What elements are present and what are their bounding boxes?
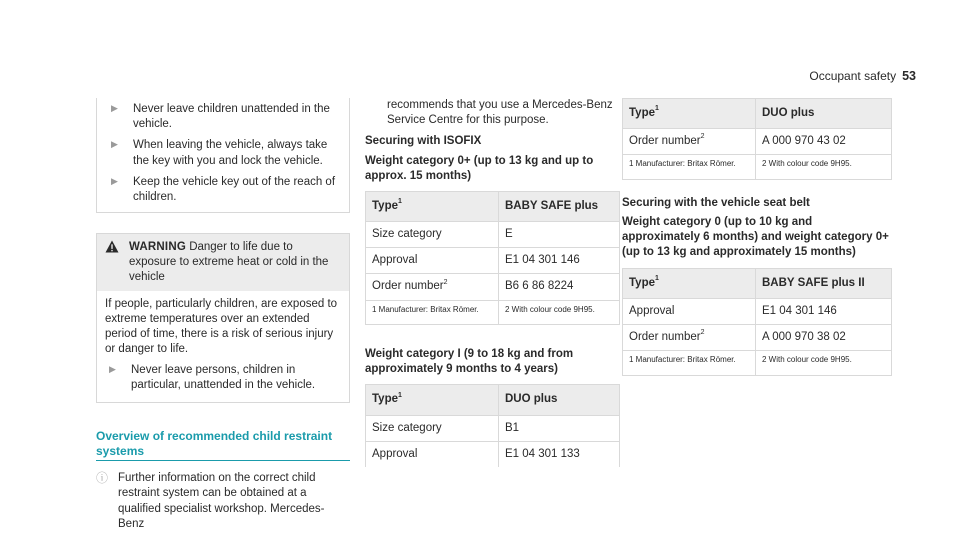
table-cell: E1 04 301 146: [756, 298, 892, 324]
table-cell: E1 04 301 133: [499, 441, 620, 467]
triangle-bullet-icon: ▶: [111, 175, 118, 186]
table-cell: A 000 970 38 02: [756, 324, 892, 350]
weight-category-heading: Weight category I (9 to 18 kg and from approximately 9 months to 4 years): [365, 348, 574, 376]
info-note: [96, 471, 350, 532]
table-row: [366, 248, 620, 274]
warning-triangle-icon: [105, 240, 129, 254]
table-cell: Size category: [366, 222, 499, 248]
table-header-row: [366, 385, 620, 415]
list-item: [107, 102, 349, 132]
triangle-bullet-icon: ▶: [111, 103, 118, 113]
table-header-cell: DUO plus: [499, 385, 620, 415]
triangle-bullet-icon: ▶: [109, 364, 116, 375]
table-row: [366, 222, 620, 248]
spec-table: [622, 98, 892, 180]
table-row: [623, 324, 892, 350]
column-right: [622, 98, 892, 376]
page-header: [809, 68, 916, 85]
paragraph: recommends that you use a Mercedes-Benz Service Centre for this purpose.: [387, 99, 613, 127]
weight-category-heading: Weight category 0 (up to 10 kg and approximately 6 months) and weight category 0+ (up to 13 kg and approximately 15 months): [622, 216, 889, 259]
footnote: 1 Manufacturer: Britax Römer.: [366, 300, 499, 325]
column-left: [96, 98, 350, 532]
table-header-cell: BABY SAFE plus: [499, 191, 620, 221]
table-header-cell: BABY SAFE plus II: [756, 268, 892, 298]
footnote: 1 Manufacturer: Britax Römer.: [623, 155, 756, 180]
list-item-text: Keep the vehicle key out of the reach of children.: [133, 175, 336, 203]
table-header-cell: DUO plus: [756, 99, 892, 129]
footnote: 2 With colour code 9H95.: [499, 300, 620, 325]
table-footnote-row: [623, 351, 892, 376]
table-row: [366, 415, 620, 441]
table-header-cell: Type$^1$: [623, 99, 756, 129]
footnote: 2 With colour code 9H95.: [756, 351, 892, 376]
spec-table: [365, 191, 620, 325]
spec-table: [622, 268, 892, 376]
info-circle-icon: ⓘ: [96, 471, 109, 486]
section-name: Occupant safety: [809, 69, 897, 83]
table-footnote-row: [366, 300, 620, 325]
table-cell: B6 6 86 8224: [499, 274, 620, 300]
table-cell: Approval: [366, 441, 499, 467]
footnote: 2 With colour code 9H95.: [756, 155, 892, 180]
seat-belt-heading: Securing with the vehicle seat belt: [622, 196, 810, 209]
table-header-row: [623, 99, 892, 129]
table-cell: Size category: [366, 415, 499, 441]
column-middle: [365, 98, 620, 467]
table-cell: E: [499, 222, 620, 248]
table-cell: Order number$^2$: [623, 324, 756, 350]
page-number: 53: [902, 69, 916, 83]
warning-box: [96, 233, 350, 403]
footnote: 1 Manufacturer: Britax Römer.: [623, 351, 756, 376]
warning-text: If people, particularly children, are exposed to extreme temperatures over an extended period of time, there is a risk of serious injury or danger to life.: [105, 297, 338, 356]
table-header-cell: Type$^1$: [623, 268, 756, 298]
spec-table: [365, 384, 620, 467]
table-cell: Approval: [366, 248, 499, 274]
table-row: [623, 129, 892, 155]
table-header-cell: Type$^1$: [366, 191, 499, 221]
triangle-bullet-icon: ▶: [111, 139, 118, 150]
table-footnote-row: [623, 155, 892, 180]
child-safety-bullets: [96, 98, 350, 213]
table-row: [623, 298, 892, 324]
table-header-row: [366, 191, 620, 221]
warning-header: [97, 234, 349, 291]
warning-label: WARNING: [129, 241, 186, 254]
section-heading: Overview of recommended child restraint systems: [96, 429, 350, 462]
list-item-text: Never leave children unattended in the vehicle.: [133, 103, 330, 131]
table-cell: B1: [499, 415, 620, 441]
list-item-text: Never leave persons, children in particular, unattended in the vehicle.: [131, 364, 316, 392]
table-header-row: [623, 268, 892, 298]
list-item: [107, 138, 349, 168]
table-cell: Order number$^2$: [623, 129, 756, 155]
table-header-cell: Type$^1$: [366, 385, 499, 415]
weight-category-heading: Weight category 0+ (up to 13 kg and up to approx. 15 months): [365, 154, 594, 182]
isofix-heading: Securing with ISOFIX: [365, 135, 482, 148]
table-cell: A 000 970 43 02: [756, 129, 892, 155]
list-item: [105, 363, 341, 393]
note-text: Further information on the correct child restraint system can be obtained at a qualified specialist workshop. Mercedes-Benz: [118, 472, 325, 530]
list-item-text: When leaving the vehicle, always take the key with you and lock the vehicle.: [133, 139, 328, 167]
list-item: [107, 175, 349, 205]
table-cell: E1 04 301 146: [499, 248, 620, 274]
warning-body: [97, 291, 349, 402]
table-cell: Order number$^2$: [366, 274, 499, 300]
table-row: [366, 274, 620, 300]
table-cell: Approval: [623, 298, 756, 324]
warning-title: Danger to life due to exposure to extreme heat or cold in the vehicle: [129, 241, 329, 284]
table-row: [366, 441, 620, 467]
